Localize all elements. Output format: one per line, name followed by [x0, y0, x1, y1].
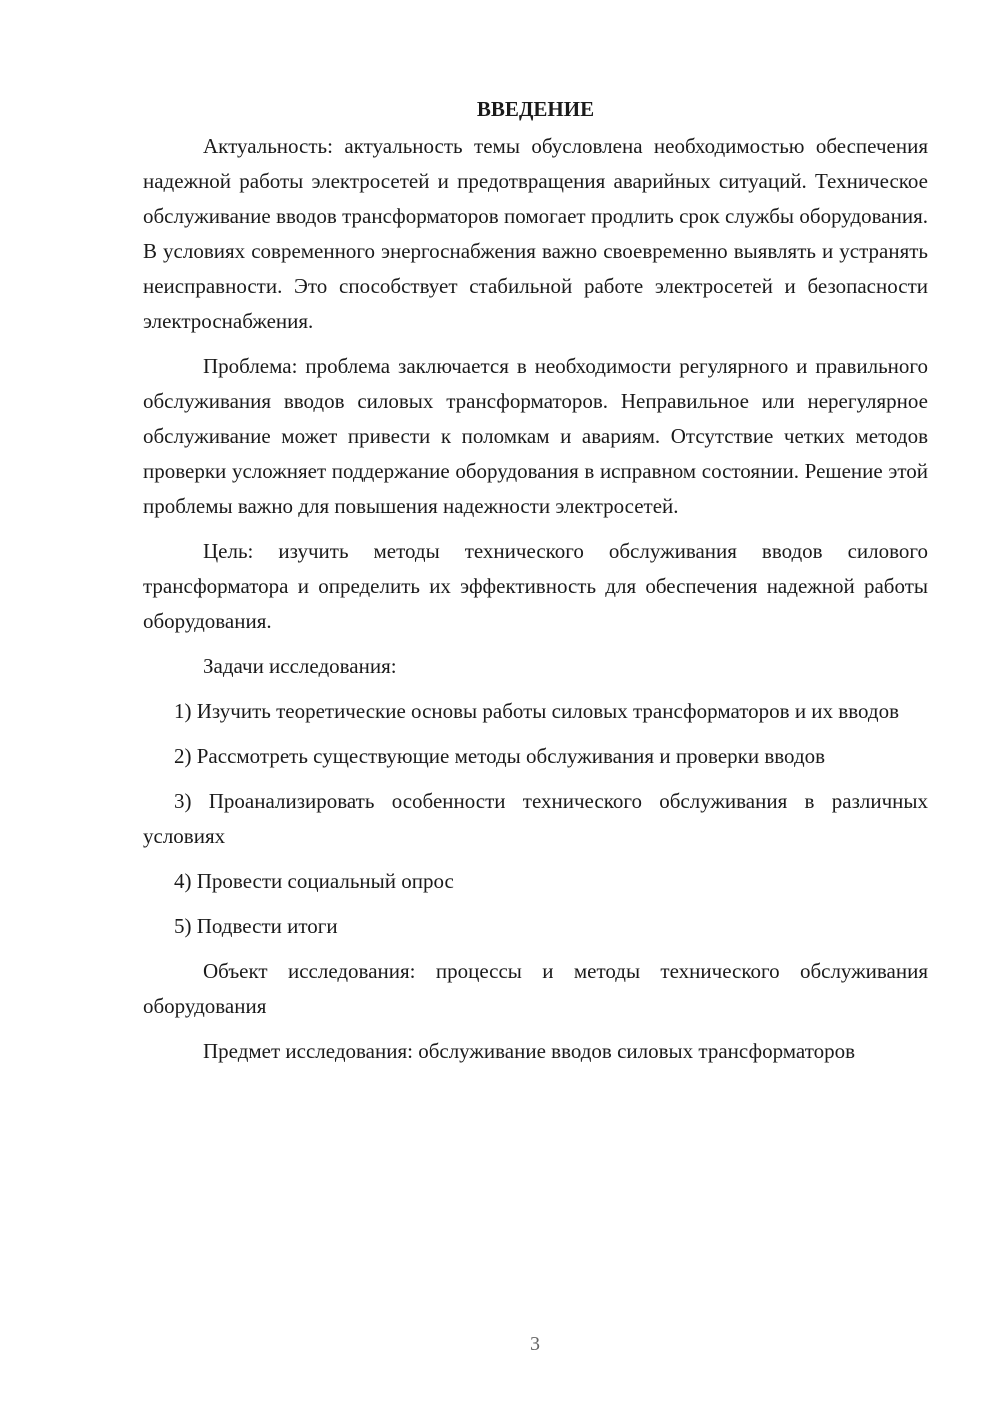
- paragraph-object: Объект исследования: процессы и методы технического обслуживания оборудования: [143, 959, 928, 1018]
- page-number: 3: [530, 1333, 540, 1355]
- paragraph-subject: Предмет исследования: обслуживание вводов силовых трансформаторов: [203, 1039, 856, 1063]
- paragraph-problem: Проблема: проблема заключается в необходимости регулярного и правильного обслуживания вводов силовых трансформаторов. Неправильное или нерегулярное обслуживание может привести к поломкам и авариям. Отсутствие четких методов проверки усложняет поддержание оборудования в исправном состоянии. Решение этой проблемы важно для повышения надежности электросетей.: [143, 354, 928, 518]
- paragraph-tasks-title: Задачи исследования:: [203, 654, 397, 678]
- paragraph-relevance: Актуальность: актуальность темы обусловлена необходимостью обеспечения надежной работы электросетей и предотвращения аварийных ситуаций. Техническое обслуживание вводов трансформаторов помогает продлить срок службы оборудования. В условиях современного энергоснабжения важно своевременно выявлять и устранять неисправности. Это способствует стабильной работе электросетей и безопасности электроснабжения.: [143, 134, 928, 333]
- task-item-3: 3) Проанализировать особенности технического обслуживания в различных условиях: [143, 789, 928, 848]
- section-heading: ВВЕДЕНИЕ: [476, 97, 595, 121]
- paragraph-goal: Цель: изучить методы технического обслуживания вводов силового трансформатора и определить их эффективность для обеспечения надежной работы оборудования.: [143, 539, 928, 633]
- task-item-5: 5) Подвести итоги: [174, 914, 338, 938]
- task-item-2: 2) Рассмотреть существующие методы обслуживания и проверки вводов: [174, 744, 826, 768]
- task-item-1: 1) Изучить теоретические основы работы силовых трансформаторов и их вводов: [174, 699, 899, 723]
- document-page: [143, 92, 928, 1079]
- task-item-4: 4) Провести социальный опрос: [174, 869, 454, 893]
